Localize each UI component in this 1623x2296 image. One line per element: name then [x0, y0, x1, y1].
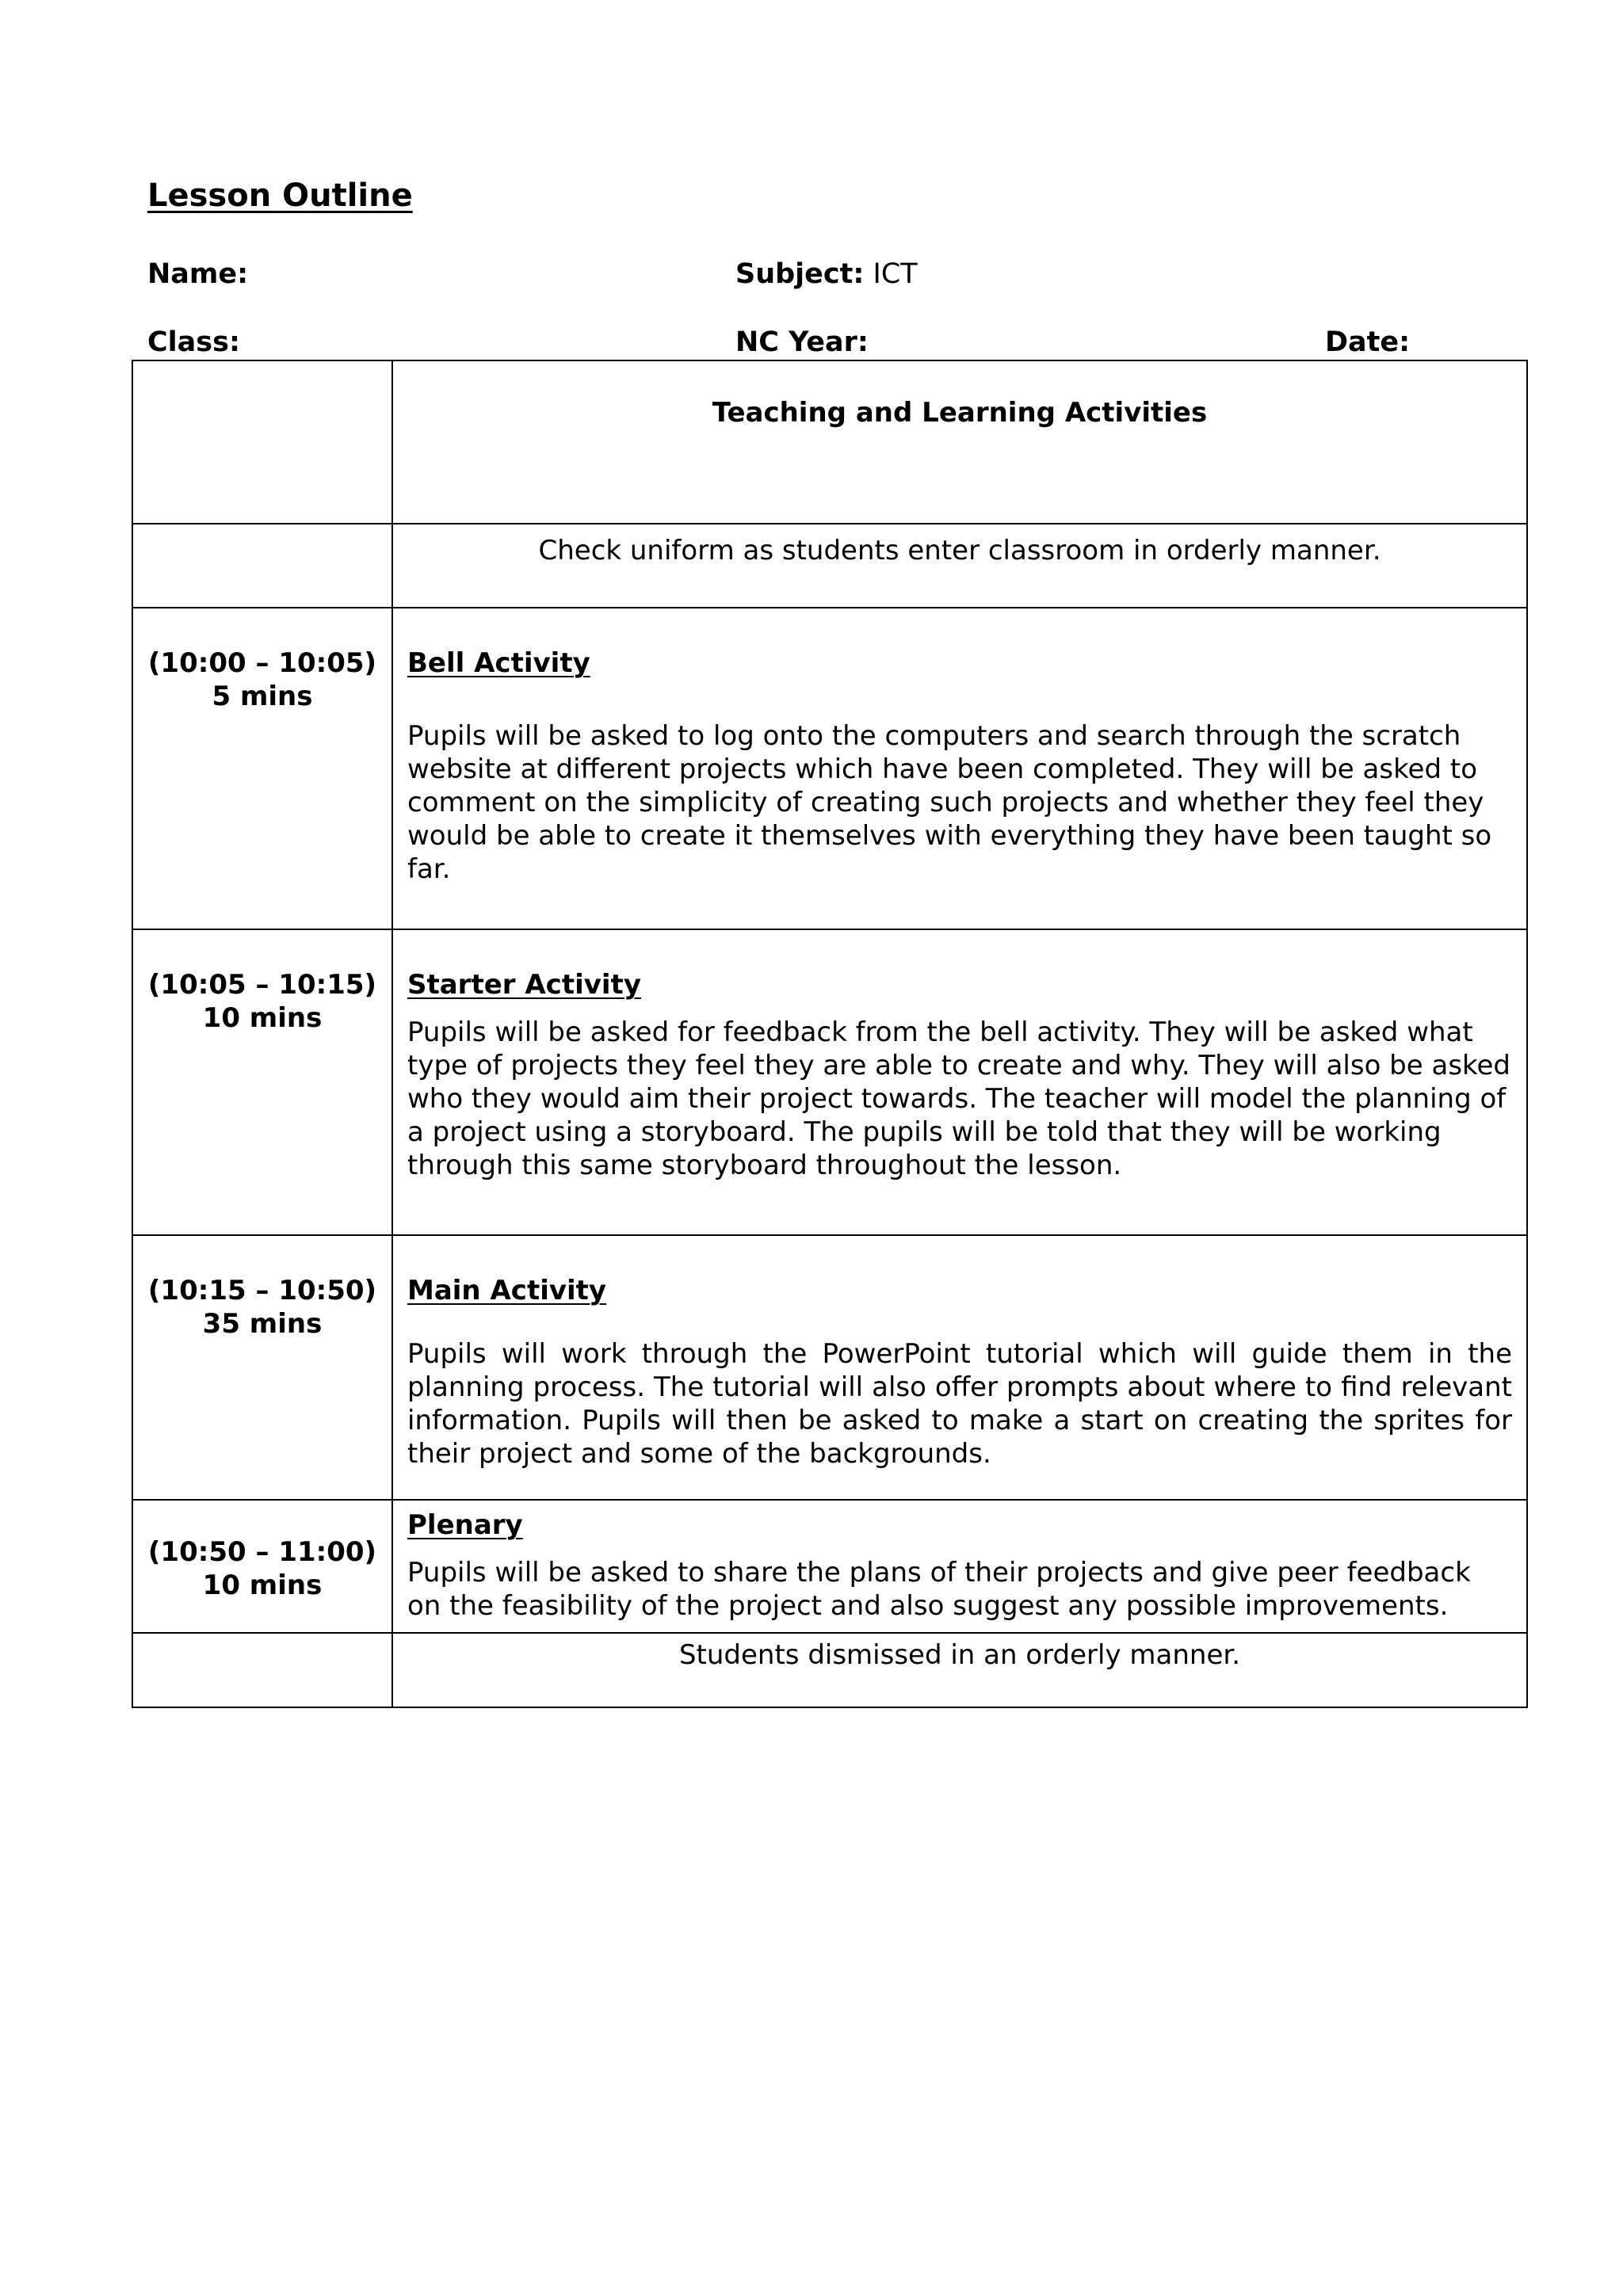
- date-field: [1325, 326, 1410, 358]
- intro-row: [132, 524, 1527, 608]
- activity-cell: [392, 608, 1527, 929]
- time-range: (10:05 – 10:15): [147, 969, 377, 1001]
- intro-note: Check uniform as students enter classroom in orderly manner.: [392, 524, 1527, 608]
- activity-heading: Bell Activity: [407, 647, 590, 679]
- closing-note: Students dismissed in an orderly manner.: [392, 1633, 1527, 1707]
- activity-cell: [392, 929, 1527, 1235]
- time-range: (10:15 – 10:50): [147, 1275, 377, 1306]
- subject-field: [735, 258, 918, 290]
- table-row: [132, 1500, 1527, 1633]
- name-field: [147, 258, 248, 290]
- time-range: (10:00 – 10:05): [147, 647, 377, 679]
- activity-cell: [392, 1500, 1527, 1633]
- duration: 10 mins: [202, 1569, 323, 1601]
- table-header-row: [132, 360, 1527, 524]
- duration: 10 mins: [202, 1002, 323, 1034]
- activity-body: Pupils will work through the PowerPoint tutorial which will guide them in the planning process. The tutorial will also offer prompts about where to find relevant information. Pupils will then be asked to make a start on creating the sprites for their project and some of the backgrounds.: [407, 1338, 1512, 1470]
- subject-label: Subject:: [735, 258, 865, 290]
- activity-heading: Main Activity: [407, 1275, 607, 1306]
- time-cell: [132, 1500, 392, 1633]
- class-label: Class:: [147, 326, 240, 358]
- activity-cell: [392, 1235, 1527, 1500]
- activity-body: Pupils will be asked to share the plans of their projects and give peer feedback on the feasibility of the project and also suggest any possible improvements.: [407, 1557, 1471, 1622]
- time-cell: [132, 608, 392, 929]
- activity-body: Pupils will be asked to log onto the computers and search through the scratch website at different projects which have been completed. They will be asked to comment on the simplicity of creating such projects and whether they feel they would be able to create it themselves with everything they have been taught so far.: [407, 720, 1492, 885]
- table-header-title: Teaching and Learning Activities: [392, 360, 1527, 524]
- time-cell: [132, 929, 392, 1235]
- header-time-cell: [132, 360, 392, 524]
- table-row: [132, 608, 1527, 929]
- date-label: Date:: [1325, 326, 1411, 358]
- table-row: [132, 929, 1527, 1235]
- name-label: Name:: [147, 258, 249, 290]
- table-row: [132, 1235, 1527, 1500]
- nc-year-field: [735, 326, 869, 358]
- duration: 35 mins: [202, 1308, 323, 1340]
- activity-body: Pupils will be asked for feedback from the bell activity. They will be asked what type of projects they feel they are able to create and why. They will also be asked who they would aim their project towards. The teacher will model the planning of a project using a storyboard. The pupils will be told that they will be working through this same storyboard throughout the lesson.: [407, 1016, 1511, 1181]
- nc-year-label: NC Year:: [735, 326, 869, 358]
- subject-value: ICT: [873, 258, 918, 290]
- activity-heading: Starter Activity: [407, 969, 641, 1001]
- intro-time-cell: [132, 524, 392, 608]
- lesson-plan-table: [132, 360, 1528, 1708]
- closing-time-cell: [132, 1633, 392, 1707]
- class-field: [147, 326, 240, 358]
- time-cell: [132, 1235, 392, 1500]
- time-range: (10:50 – 11:00): [147, 1536, 377, 1568]
- document-title: Lesson Outline: [147, 177, 413, 214]
- duration: 5 mins: [212, 681, 313, 712]
- activity-heading: Plenary: [407, 1509, 523, 1541]
- closing-row: [132, 1633, 1527, 1707]
